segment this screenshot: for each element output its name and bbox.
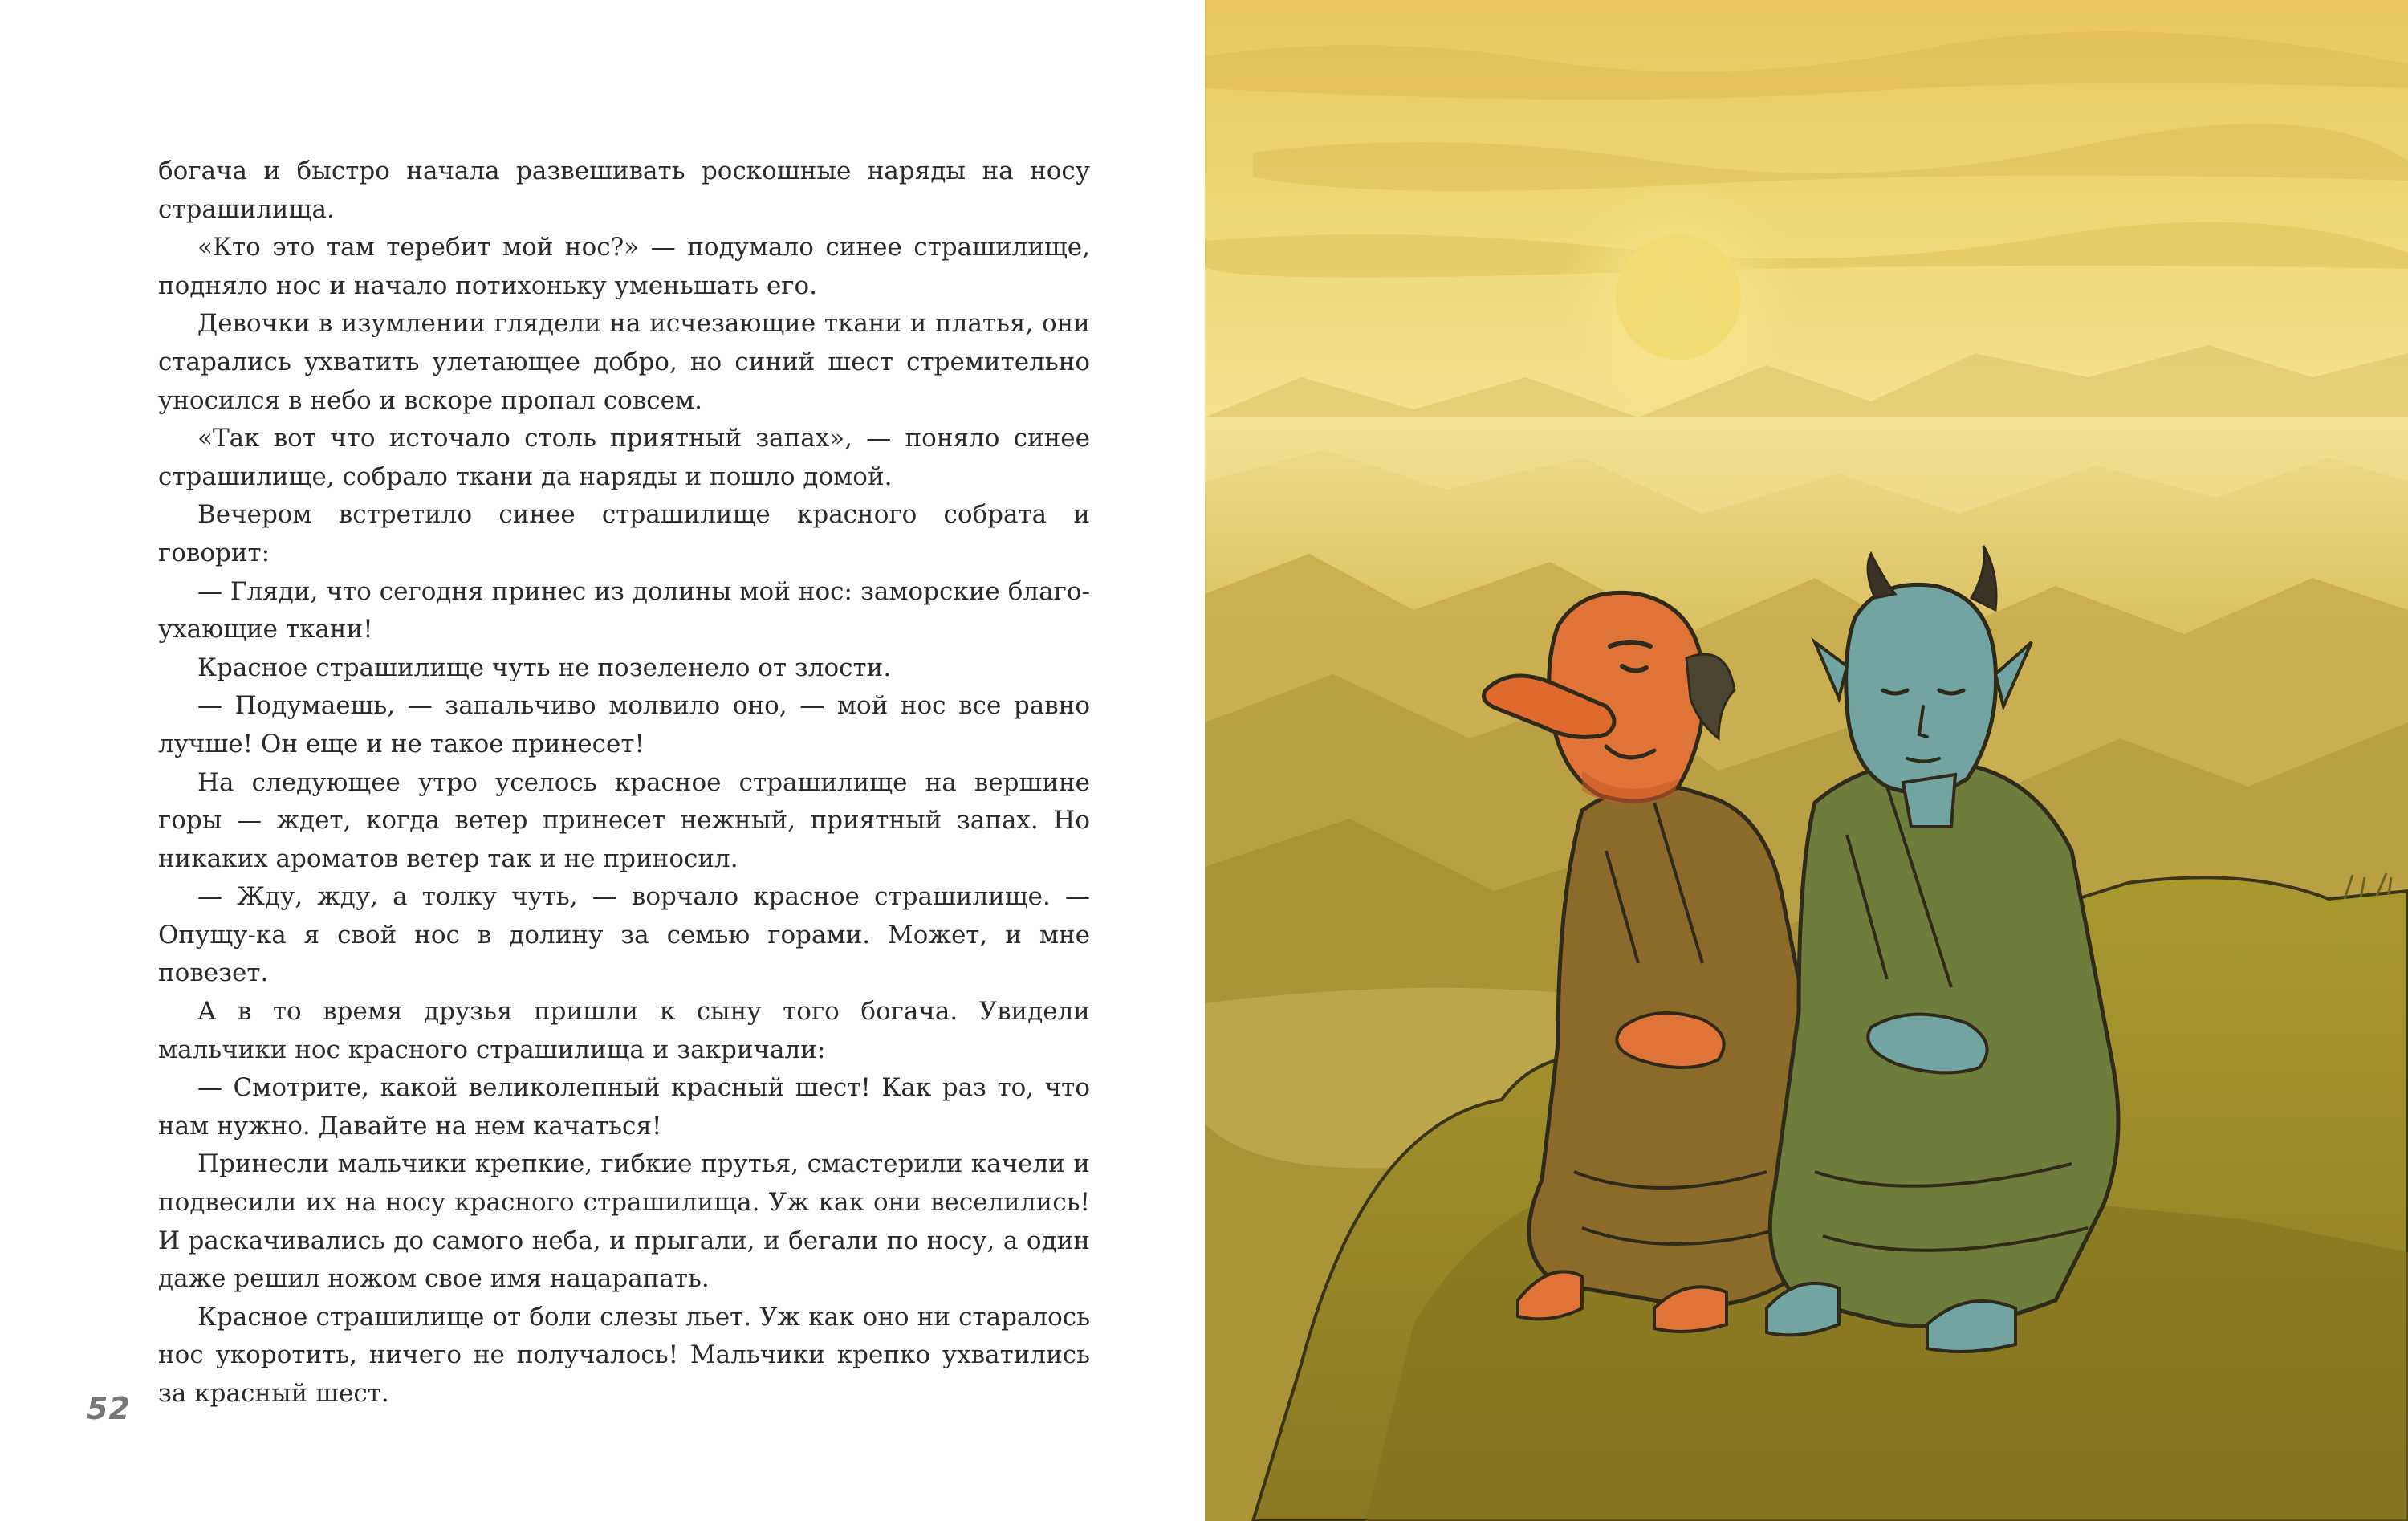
paragraph: Принесли мальчики крепкие, гибкие прутья, смастерили качели и подвесили их на носу красного страшилища. Уж как они веселились! И раскачивались до самого неба, и прыгали, и бегали по носу, а один даже решил ножом свое имя нацарапать. [158,1149,1090,1294]
paragraph: Девочки в изумлении глядели на исчезающие ткани и платья, они старались ухватить улетающее добро, но синий шест стремительно уносился в небо и вскоре пропал совсем. [158,309,1090,415]
paragraph: — Смотрите, какой великолепный красный шест! Как раз то, что нам нужно. Давайте на нем качаться! [158,1073,1090,1141]
paragraph: Красное страшилище от боли слезы льет. Уж как оно ни старалось нос укоротить, ничего не получалось! Мальчики крепко ухватились за красный шест. [158,1302,1090,1408]
paragraph: — Жду, жду, а толку чуть, — ворчало красное страшилище. — Опущу-ка я свой нос в долину за семью горами. Может, и мне повезет. [158,882,1090,988]
sun [1616,234,1741,360]
paragraph: богача и быстро начала развешивать роскошные наряды на носу страшилища. [158,157,1090,224]
paragraph: На следующее утро уселось красное страшилище на вершине горы — ждет, когда ветер принесет нежный, приятный запах. Но никаких ароматов ветер так и не приносил. [158,767,1090,873]
paragraph: Вечером встретило синее страшилище красного собрата и говорит: [158,500,1090,567]
paragraph: Красное страшилище чуть не позеленело от злости. [197,653,892,682]
page-number: 52 [87,1391,131,1426]
paragraph: А в то время друзья пришли к сыну того богача. Увидели мальчики нос красного страшилища и закричали: [158,997,1090,1064]
paragraph: «Так вот что источало столь приятный запах», — поняло синее страшилище, собрало ткани да наряды и пошло домой. [158,424,1090,491]
paragraph: — Подумаешь, — запальчиво молвило оно, — мой нос все равно лучше! Он еще и не такое принесет! [158,691,1090,758]
illustration-image [1205,0,2408,1521]
paragraph: «Кто это там теребит мой нос?» — подумало синее страшилище, подняло нос и начало потихоньку уменьшать его. [158,233,1090,300]
blue-oni-neck [1903,775,1955,827]
paragraph: — Гляди, что сегодня принес из долины мой нос: заморские благоухающие ткани! [158,576,1090,645]
right-page-illustration [1205,0,2408,1521]
story-text [158,153,1090,1413]
